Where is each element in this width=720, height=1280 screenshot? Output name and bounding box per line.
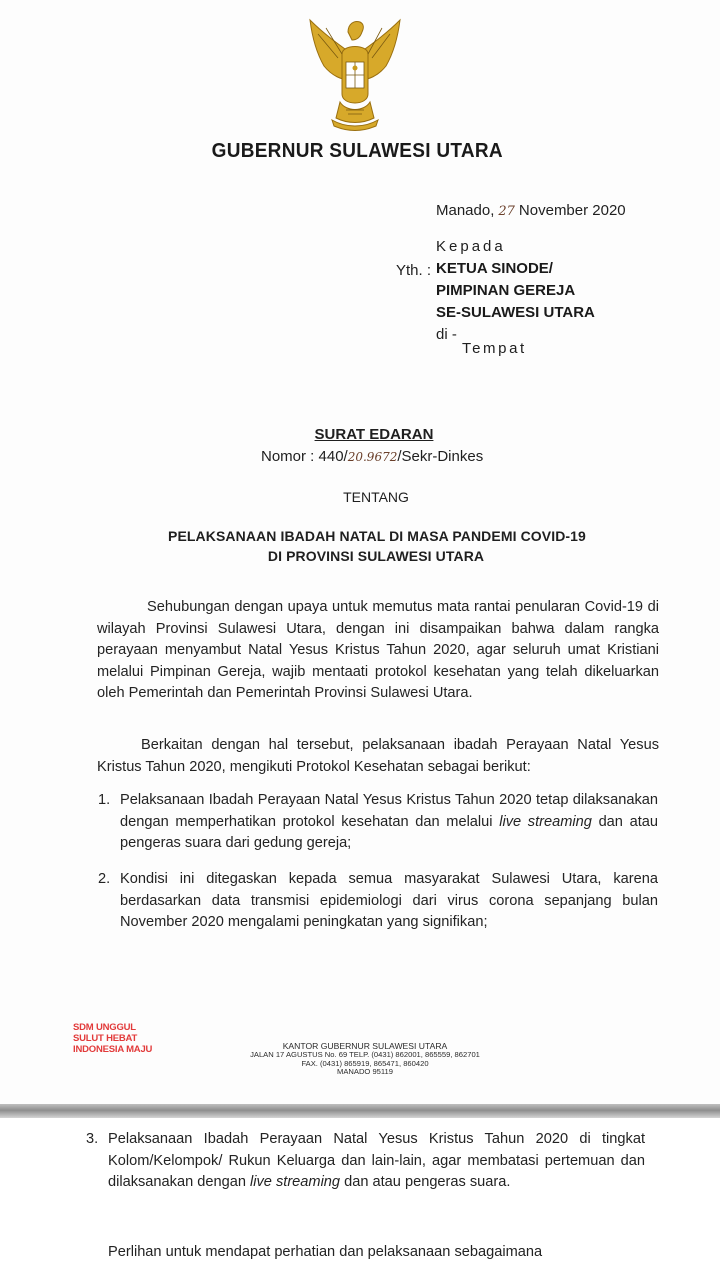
circular-number: Nomor : 440/20.9672/Sekr-Dinkes [261,448,484,465]
recipient-line-3: SE-SULAWESI UTARA [436,304,595,321]
document-page-2 [0,1118,720,1280]
footer-fax: FAX. (0431) 865919, 865471, 860420 [301,1058,429,1068]
slogan-logo: SDM UNGGUL SULUT HEBAT INDONESIA MAJU [73,1022,153,1055]
list-item-text: Pelaksanaan Ibadah Perayaan Natal Yesus Kristus Tahun 2020 tetap dilaksanakan dengan memperhatikan protokol kesehatan dan melalui live streaming dan atau pengeras suara dari gedung gereja; [120,792,658,852]
footer-address: JALAN 17 AGUSTUS No. 69 TELP. (0431) 862001, 865559, 862701 [250,1049,480,1059]
circular-number-handwritten: 20.9672 [347,450,398,464]
list-item-number: 1. [98,792,111,808]
subject-line-2: DI PROVINSI SULAWESI UTARA [267,548,485,564]
footer-office: KANTOR GUBERNUR SULAWESI UTARA [282,1041,448,1051]
date-city: Manado, [436,202,495,219]
subject-line-1: PELAKSANAAN IBADAH NATAL DI MASA PANDEMI COVID-19 [168,528,586,544]
recipient-yth: Yth. : [396,262,432,279]
circular-title: SURAT EDARAN [314,426,434,443]
letterhead-footer [0,1042,720,1077]
letter-date [436,202,626,219]
organization-title: GUBERNUR SULAWESI UTARA [211,140,503,162]
list-item-text: Kondisi ini ditegaskan kepada semua masyarakat Sulawesi Utara, karena berdasarkan data transmisi epidemiologi dari virus corona sepanjang bulan November 2020 mengalami peningkatan yang signifikan; [120,871,658,931]
garuda-emblem-icon [302,14,408,132]
date-day-handwritten: 27 [498,204,515,219]
tentang-heading: TENTANG [343,489,409,505]
list-item-text: Perlihan untuk mendapat perhatian dan pelaksanaan sebagaimana [108,1244,543,1260]
recipient-line-2: PIMPINAN GEREJA [436,282,576,299]
footer-city: MANADO 95119 [337,1067,393,1077]
recipient-line-1: KETUA SINODE/ [436,260,553,277]
recipient-tempat: Tempat [462,340,527,357]
body-paragraph-2: Berkaitan dengan hal tersebut, pelaksanaan ibadah Perayaan Natal Yesus Kristus Tahun 2020, mengikuti Protokol Kesehatan sebagai berikut: [97,737,659,775]
page-separator [0,1104,720,1118]
date-month-year: November 2020 [518,202,626,219]
list-item-text: Pelaksanaan Ibadah Perayaan Natal Yesus Kristus Tahun 2020 di tingkat Kolom/Kelompok/ Rukun Keluarga dan lain-lain, agar membatasi pertemuan dan dilaksanakan dengan live streaming dan atau pengeras suara. [108,1131,645,1191]
list-item-number: 2. [98,871,111,887]
recipient-kepada: Kepada [436,238,506,255]
recipient-di: di - [436,326,457,343]
body-paragraph-1: Sehubungan dengan upaya untuk memutus mata rantai penularan Covid-19 di wilayah Provinsi Sulawesi Utara, dengan ini disampaikan bahwa dalam rangka perayaan menyambut Natal Yesus Kristus Tahun 2020, agar seluruh umat Kristiani melalui Pimpinan Gereja, wajib mentaati protokol kesehatan yang telah dikeluarkan oleh Pemerintah dan Pemerintah Provinsi Sulawesi Utara. [97,599,659,702]
list-item-number: 3. [86,1131,99,1147]
